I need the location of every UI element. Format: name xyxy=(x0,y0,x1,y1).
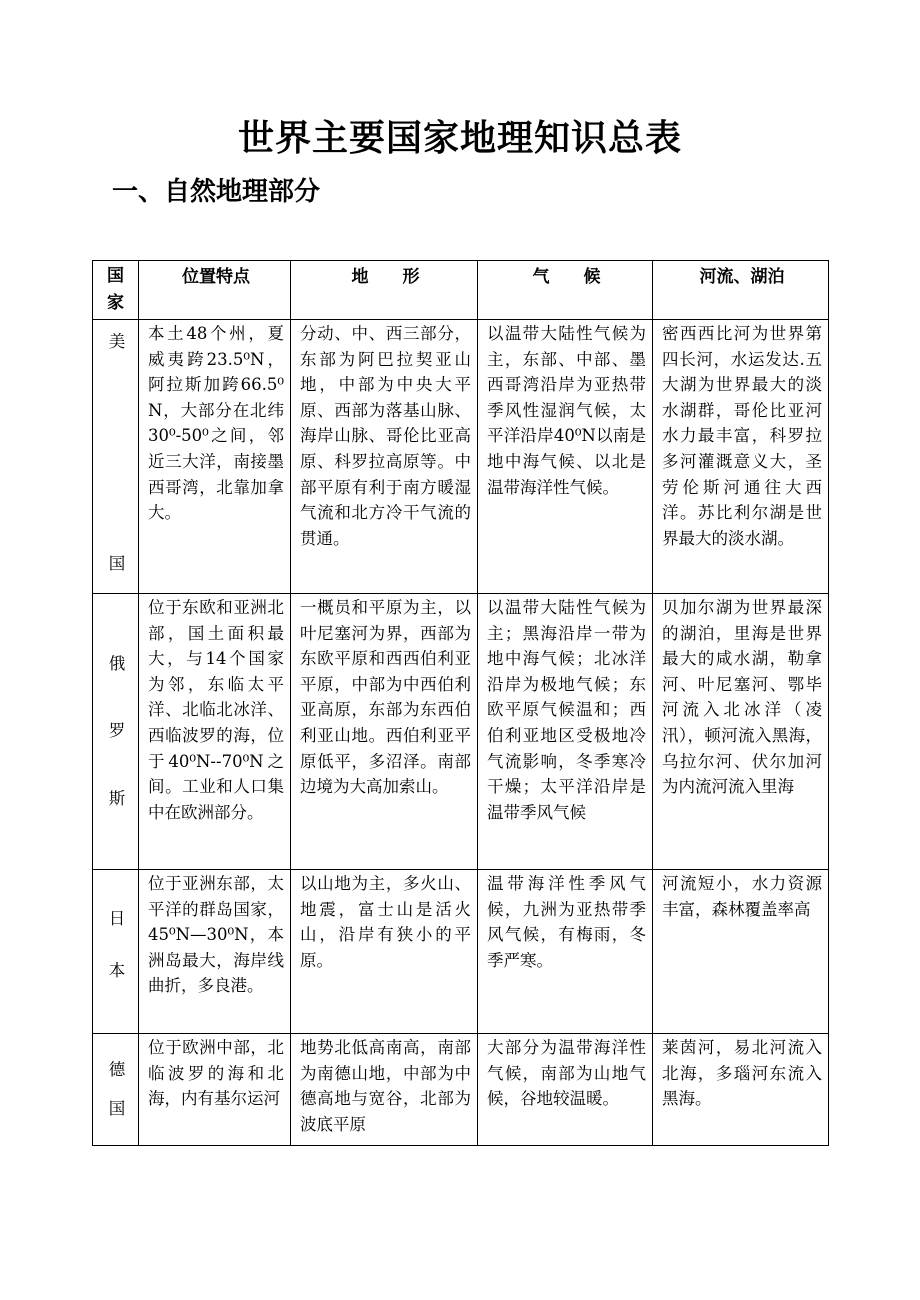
country-char: 德 xyxy=(108,1059,126,1079)
table-row xyxy=(93,594,829,870)
country-char: 斯 xyxy=(108,788,126,808)
terrain-cell: 地势北低高南高，南部为南德山地，中部为中德高地与宽谷，北部为波底平原 xyxy=(291,1034,478,1146)
page-title: 世界主要国家地理知识总表 xyxy=(237,118,682,159)
climate-cell: 温带海洋性季风气候，九洲为亚热带季风气候，有梅雨，冬季严寒。 xyxy=(478,870,653,1034)
header-rivers: 河流、湖泊 xyxy=(653,261,829,320)
rivers-cell: 河流短小，水力资源丰富，森林覆盖率高 xyxy=(653,870,829,1034)
rivers-cell: 莱茵河，易北河流入北海，多瑙河东流入黑海。 xyxy=(653,1034,829,1146)
country-char: 俄 xyxy=(108,653,126,673)
climate-cell: 以温带大陆性气候为主；黑海沿岸一带为地中海气候；北冰洋沿岸为极地气候；东欧平原气候温和；西伯利亚地区受极地冷气流影响，冬季寒冷干燥；太平洋沿岸是温带季风气候 xyxy=(478,594,653,870)
table-header-row xyxy=(93,261,829,320)
section-heading: 一、自然地理部分 xyxy=(112,177,321,207)
country-cell xyxy=(93,320,139,594)
climate-cell: 以温带大陆性气候为主，东部、中部、墨西哥湾沿岸为亚热带季风性湿润气候，太平洋沿岸40⁰N以南是地中海气候、以北是温带海洋性气候。 xyxy=(478,320,653,594)
climate-cell: 大部分为温带海洋性气候，南部为山地气候，谷地较温暖。 xyxy=(478,1034,653,1146)
terrain-cell: 一概员和平原为主，以叶尼塞河为界，西部为东欧平原和西西伯利亚平原，中部为中西伯利亚高原，东部为东西伯利亚山地。西伯利亚平原低平，多沼泽。南部边境为大高加索山。 xyxy=(291,594,478,870)
location-cell: 本土48个州，夏威夷跨23.5⁰N，阿拉斯加跨66.5⁰N，大部分在北纬30⁰-50⁰之间，邻近三大洋，南接墨西哥湾，北靠加拿大。 xyxy=(139,320,291,594)
country-cell xyxy=(93,594,139,870)
header-terrain: 地 形 xyxy=(291,261,478,320)
header-country xyxy=(93,261,139,320)
table-row xyxy=(93,870,829,1034)
terrain-cell: 以山地为主，多火山、地震，富士山是活火山，沿岸有狭小的平原。 xyxy=(291,870,478,1034)
header-country-char: 家 xyxy=(107,293,124,313)
geography-table xyxy=(92,260,829,1146)
country-char: 罗 xyxy=(108,721,126,741)
country-char: 美 xyxy=(108,332,126,351)
country-char: 本 xyxy=(108,961,126,981)
location-cell: 位于亚洲东部，太平洋的群岛国家，45⁰N—30⁰N，本洲岛最大，海岸线曲折，多良港。 xyxy=(139,870,291,1034)
header-climate: 气 候 xyxy=(478,261,653,320)
header-location: 位置特点 xyxy=(139,261,291,320)
rivers-cell: 密西西比河为世界第四长河，水运发达.五大湖为世界最大的淡水湖群，哥伦比亚河水力最丰富，科罗拉多河灌溉意义大，圣劳伦斯河通往大西洋。苏比利尔湖是世界最大的淡水湖。 xyxy=(653,320,829,594)
table-row xyxy=(93,320,829,594)
country-char: 国 xyxy=(108,1098,126,1118)
country-char: 国 xyxy=(108,554,126,574)
country-cell xyxy=(93,1034,139,1146)
country-cell xyxy=(93,870,139,1034)
header-country-char: 国 xyxy=(107,266,124,286)
location-cell: 位于东欧和亚洲北部，国土面积最大，与14个国家为邻，东临太平洋、北临北冰洋、西临波罗的海，位于40⁰N--70⁰N之间。工业和人口集中在欧洲部分。 xyxy=(139,594,291,870)
rivers-cell: 贝加尔湖为世界最深的湖泊，里海是世界最大的咸水湖，勒拿河、叶尼塞河、鄂毕河流入北冰洋（凌汛），顿河流入黑海，乌拉尔河、伏尔加河为内流河流入里海 xyxy=(653,594,829,870)
country-char: 日 xyxy=(108,908,126,928)
location-cell: 位于欧洲中部，北临波罗的海和北海，内有基尔运河 xyxy=(139,1034,291,1146)
terrain-cell: 分动、中、西三部分，东部为阿巴拉契亚山地，中部为中央大平原、西部为落基山脉、海岸山脉、哥伦比亚高原、科罗拉高原等。中部平原有利于南方暖湿气流和北方冷干气流的贯通。 xyxy=(291,320,478,594)
table-row xyxy=(93,1034,829,1146)
